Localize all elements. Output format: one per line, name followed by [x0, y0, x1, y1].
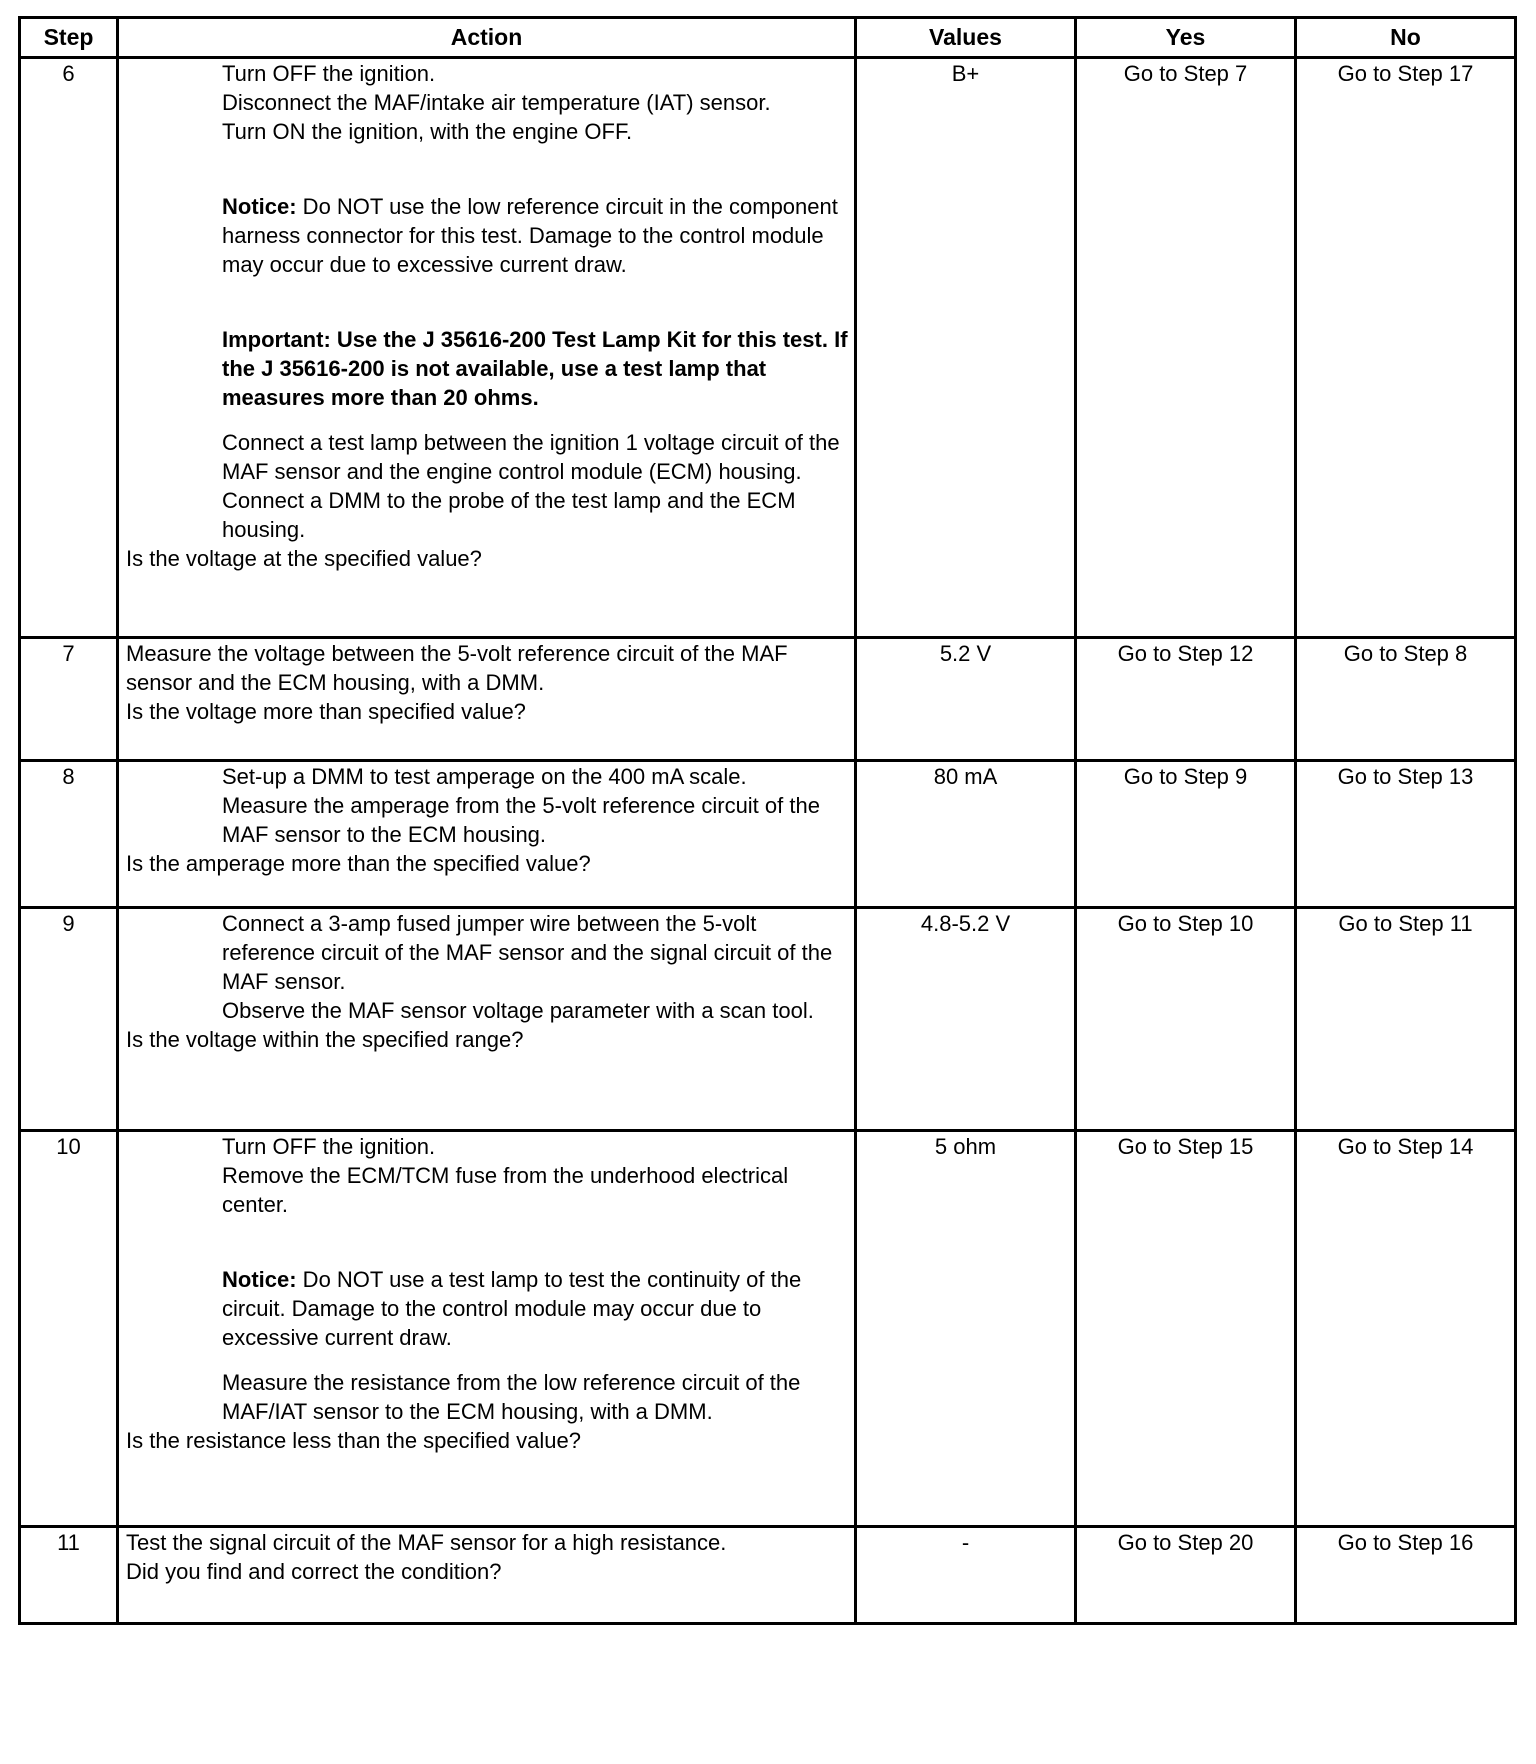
no-cell: Go to Step 13 — [1296, 761, 1516, 908]
instructions — [119, 1132, 854, 1426]
no-cell: Go to Step 14 — [1296, 1131, 1516, 1527]
question: Is the voltage at the specified value? — [126, 546, 482, 571]
instruction-line: Connect a DMM to the probe of the test lamp and the ECM housing. — [222, 488, 796, 542]
instruction-line: Turn OFF the ignition. — [222, 1134, 436, 1159]
yes-cell: Go to Step 15 — [1076, 1131, 1296, 1527]
yes-cell: Go to Step 20 — [1076, 1527, 1296, 1624]
step-number: 10 — [20, 1131, 118, 1527]
header-yes: Yes — [1076, 18, 1296, 58]
action-cell — [118, 1131, 856, 1527]
table-row-step-9 — [20, 908, 1516, 1131]
value-cell: 5.2 V — [856, 638, 1076, 761]
question: Is the voltage within the specified range? — [126, 1027, 524, 1052]
action-cell — [118, 908, 856, 1131]
notice — [222, 192, 850, 279]
instruction-line: Disconnect the MAF/intake air temperature (IAT) sensor. — [222, 90, 771, 115]
no-cell: Go to Step 17 — [1296, 58, 1516, 638]
instruction-line: Observe the MAF sensor voltage parameter with a scan tool. — [222, 998, 814, 1023]
notice — [222, 1265, 850, 1352]
yes-cell: Go to Step 7 — [1076, 58, 1296, 638]
header-action: Action — [118, 18, 856, 58]
instruction-line: Set-up a DMM to test amperage on the 400 mA scale. — [222, 764, 747, 789]
no-cell: Go to Step 11 — [1296, 908, 1516, 1131]
question: Is the voltage more than specified value? — [126, 699, 526, 724]
yes-cell: Go to Step 12 — [1076, 638, 1296, 761]
instruction-line: Connect a test lamp between the ignition 1 voltage circuit of the MAF sensor and the engine control module (ECM) housing. — [222, 430, 840, 484]
instruction-line: Measure the amperage from the 5-volt reference circuit of the MAF sensor to the ECM housing. — [222, 793, 820, 847]
action-cell — [118, 638, 856, 761]
yes-cell: Go to Step 9 — [1076, 761, 1296, 908]
header-no: No — [1296, 18, 1516, 58]
notice-label: Notice: — [222, 194, 297, 219]
instructions — [119, 909, 854, 1025]
value-cell: 80 mA — [856, 761, 1076, 908]
table-row-step-10 — [20, 1131, 1516, 1527]
no-cell: Go to Step 8 — [1296, 638, 1516, 761]
question: Is the resistance less than the specified value? — [126, 1428, 581, 1453]
step-number: 11 — [20, 1527, 118, 1624]
table-row-step-6 — [20, 58, 1516, 638]
instruction-line: Measure the voltage between the 5-volt reference circuit of the MAF sensor and the ECM housing, with a DMM. — [126, 641, 788, 695]
value-cell: 5 ohm — [856, 1131, 1076, 1527]
value-cell: - — [856, 1527, 1076, 1624]
header-values: Values — [856, 18, 1076, 58]
instruction-line: Test the signal circuit of the MAF sensor for a high resistance. — [126, 1530, 727, 1555]
instruction-line: Measure the resistance from the low reference circuit of the MAF/IAT sensor to the ECM housing, with a DMM. — [222, 1370, 801, 1424]
instructions — [119, 59, 854, 544]
action-cell — [118, 1527, 856, 1624]
question: Is the amperage more than the specified value? — [126, 851, 591, 876]
table-row-step-11 — [20, 1527, 1516, 1624]
value-cell: 4.8-5.2 V — [856, 908, 1076, 1131]
notice-text: Do NOT use the low reference circuit in the component harness connector for this test. Damage to the control module may occur due to excessive current draw. — [222, 194, 838, 277]
header-row — [20, 18, 1516, 58]
step-number: 6 — [20, 58, 118, 638]
step-number: 9 — [20, 908, 118, 1131]
no-cell: Go to Step 16 — [1296, 1527, 1516, 1624]
yes-cell: Go to Step 10 — [1076, 908, 1296, 1131]
notice-label: Notice: — [222, 1267, 297, 1292]
instruction-line: Remove the ECM/TCM fuse from the underhood electrical center. — [222, 1163, 789, 1217]
instructions — [119, 762, 854, 849]
step-number: 8 — [20, 761, 118, 908]
table-row-step-8 — [20, 761, 1516, 908]
step-number: 7 — [20, 638, 118, 761]
instruction-line: Connect a 3-amp fused jumper wire between the 5-volt reference circuit of the MAF sensor and the signal circuit of the MAF sensor. — [222, 911, 833, 994]
instructions — [119, 639, 854, 697]
diagnostic-table — [18, 16, 1517, 1625]
action-cell — [118, 58, 856, 638]
value-cell: B+ — [856, 58, 1076, 638]
action-cell — [118, 761, 856, 908]
question: Did you find and correct the condition? — [126, 1559, 502, 1584]
notice-text: Do NOT use a test lamp to test the continuity of the circuit. Damage to the control module may occur due to excessive current draw. — [222, 1267, 802, 1350]
instruction-line: Turn ON the ignition, with the engine OFF. — [222, 119, 633, 144]
table-row-step-7 — [20, 638, 1516, 761]
instruction-line: Turn OFF the ignition. — [222, 61, 436, 86]
header-step: Step — [20, 18, 118, 58]
instructions — [119, 1528, 854, 1557]
important-note: Important: Use the J 35616-200 Test Lamp Kit for this test. If the J 35616-200 is not available, use a test lamp that measures more than 20 ohms. — [222, 327, 848, 410]
